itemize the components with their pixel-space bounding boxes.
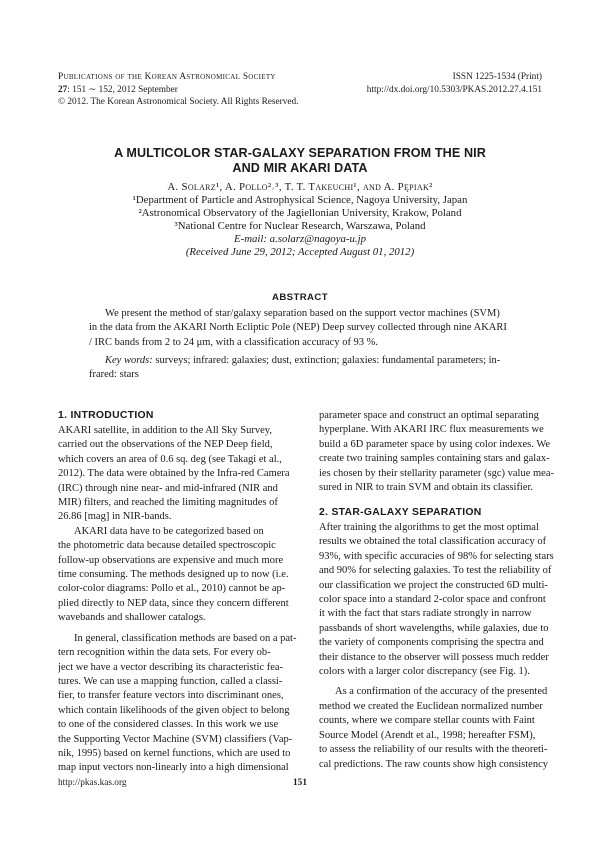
volume-number: 27 — [58, 84, 68, 95]
text-line: wavebands and shallower catalogs. — [58, 612, 206, 624]
text-line: passbands of short wavelengths, while galaxies, due to — [319, 622, 549, 634]
text-line: it with the fact that stars radiate strongly in narrow — [319, 608, 532, 620]
text-line: (IRC) through nine near- and mid-infrared (NIR and — [58, 482, 278, 494]
paper-title — [60, 146, 540, 175]
title-line-1: A MULTICOLOR STAR-GALAXY SEPARATION FROM THE NIR — [114, 146, 486, 160]
text-line: the Supporting Vector Machine (SVM) classifiers (Vap- — [58, 733, 293, 745]
text-line: to one of the considered classes. In this work we use — [58, 719, 279, 731]
title-line-2: AND MIR AKARI DATA — [232, 160, 368, 175]
keywords-line-1 — [89, 354, 534, 368]
author-block — [60, 181, 540, 259]
text-line: build a 6D parameter space by using color indexes. We — [319, 438, 551, 450]
issn: ISSN 1225-1534 (Print) — [452, 72, 542, 82]
abstract-text — [89, 307, 534, 350]
affiliation-2: ²Astronomical Observatory of the Jagiellonian University, Krakow, Poland — [138, 207, 462, 219]
right-column-bottom — [319, 521, 564, 772]
right-column-top — [319, 409, 564, 495]
author-names: A. Solarz¹, A. Pollo²˒³, T. T. Takeuchi¹, and A. Pępiak² — [167, 181, 433, 193]
journal-name: Publications of the Korean Astronomical Society — [58, 72, 276, 82]
text-line: carried out the observations of the NEP Deep field, — [58, 439, 273, 451]
text-line: parameter space and construct an optimal separating — [319, 410, 539, 421]
text-line: method we created the Euclidean normalized number — [319, 700, 543, 712]
affiliation-3: ³National Centre for Nuclear Research, Warszawa, Poland — [174, 220, 426, 232]
text-line: ies chosen by their stellarity parameter (sgc) value mea- — [319, 467, 554, 479]
text-line: In general, classification methods are based on a pat- — [74, 632, 297, 644]
footer-url[interactable]: http://pkas.kas.org — [58, 778, 127, 788]
text-line: nik, 1995) based on kernel functions, which are used to — [58, 747, 291, 759]
text-line: AKARI satellite, in addition to the All Sky Survey, — [58, 425, 272, 436]
text-line: fier, to transfer feature vectors into discriminant ones, — [58, 690, 284, 702]
page-number: 151 — [293, 778, 307, 788]
text-line: tern recognition within the data sets. For every ob- — [58, 647, 271, 659]
text-line: 26.86 [mag] in NIR-bands. — [58, 511, 172, 523]
abstract-line: We present the method of star/galaxy separation based on the support vector machines (SVM) — [105, 308, 500, 319]
abstract-line: / IRC bands from 2 to 24 μm, with a classification accuracy of 93 %. — [89, 336, 379, 348]
text-line: map input vectors non-linearly into a high dimensional — [58, 762, 289, 774]
text-line: As a confirmation of the accuracy of the presented — [335, 686, 548, 698]
text-line: After training the algorithms to get the most optimal — [319, 522, 539, 533]
text-line: colors with a larger color discrepancy (see Fig. 1). — [319, 666, 530, 678]
copyright: © 2012. The Korean Astronomical Society. All Rights Reserved. — [58, 97, 299, 108]
keywords-line-2: frared: stars — [89, 369, 139, 381]
affiliation-1: ¹Department of Particle and Astrophysical Science, Nagoya University, Japan — [132, 194, 468, 206]
text-line: our classification we project the constructed 6D multi- — [319, 579, 548, 591]
pages-date: : 151 ∼ 152, 2012 September — [67, 84, 178, 95]
text-line: sured in NIR to train SVM and obtain its classifier. — [319, 482, 534, 494]
text-line: hyperplane. With AKARI IRC flux measurements we — [319, 424, 544, 436]
text-line: counts, where we compare stellar counts with Faint — [319, 715, 535, 727]
author-email[interactable]: E-mail: a.solarz@nagoya-u.jp — [234, 233, 366, 245]
doi-link[interactable]: http://dx.doi.org/10.5303/PKAS.2012.27.4.151 — [366, 84, 542, 95]
text-line: follow-up observations are expensive and much more — [58, 554, 284, 566]
text-line: ject we have a vector describing its characteristic fea- — [58, 661, 284, 673]
text-line: color space into a standard 2-color space and confront — [319, 594, 546, 606]
text-line: cal predictions. The raw counts show high consistency — [319, 758, 549, 770]
section-heading-star-galaxy-separation: 2. STAR-GALAXY SEPARATION — [319, 507, 482, 518]
left-column — [58, 424, 303, 776]
text-line: their distance to the observer will possess much redder — [319, 651, 549, 663]
text-line: plied directly to NEP data, since they concern different — [58, 597, 289, 609]
text-line: tures. We can use a mapping function, called a classi- — [58, 675, 283, 687]
text-line: create two training samples containing stars and galax- — [319, 453, 550, 465]
text-line: to assess the reliability of our results with the theoreti- — [319, 744, 548, 756]
text-line: the variety of components comprising the spectra and — [319, 637, 544, 649]
issn-block — [282, 71, 542, 96]
text-line: which contain likelihoods of the given object to belong — [58, 704, 290, 716]
text-line: MIR) filters, and reached the limiting magnitudes of — [58, 497, 278, 509]
text-line: AKARI data have to be categorized based on — [74, 525, 264, 537]
text-line: time consuming. The methods designed up to now (i.e. — [58, 569, 289, 581]
text-line: color-color diagrams: Pollo et al., 2010) cannot be ap- — [58, 583, 286, 595]
text-line: Source Model (Arendt et al., 1998; hereafter FSM), — [319, 729, 536, 741]
received-dates: (Received June 29, 2012; Accepted August 01, 2012) — [185, 246, 415, 258]
keywords-list: surveys; infrared: galaxies; dust, extinction; galaxies: fundamental parameters; in- — [152, 355, 501, 366]
section-heading-introduction: 1. INTRODUCTION — [58, 410, 154, 421]
abstract-line: in the data from the AKARI North Ecliptic Pole (NEP) Deep survey collected through nine AKARI — [89, 322, 507, 334]
text-line: and 90% for selecting galaxies. To test the reliability of — [319, 565, 552, 577]
keywords-label: Key words: — [105, 355, 153, 366]
text-line: which covers an area of 0.6 sq. deg (see Takagi et al., — [58, 453, 282, 465]
text-line: 93%, with specific accuracies of 98% for selecting stars — [319, 550, 554, 562]
text-line: 2012). The data were obtained by the Infra-red Camera — [58, 468, 290, 480]
abstract-heading: ABSTRACT — [272, 292, 328, 303]
keywords — [89, 354, 534, 383]
text-line: results we obtained the total classification accuracy of — [319, 536, 547, 548]
text-line: the photometric data because detailed spectroscopic — [58, 540, 276, 552]
